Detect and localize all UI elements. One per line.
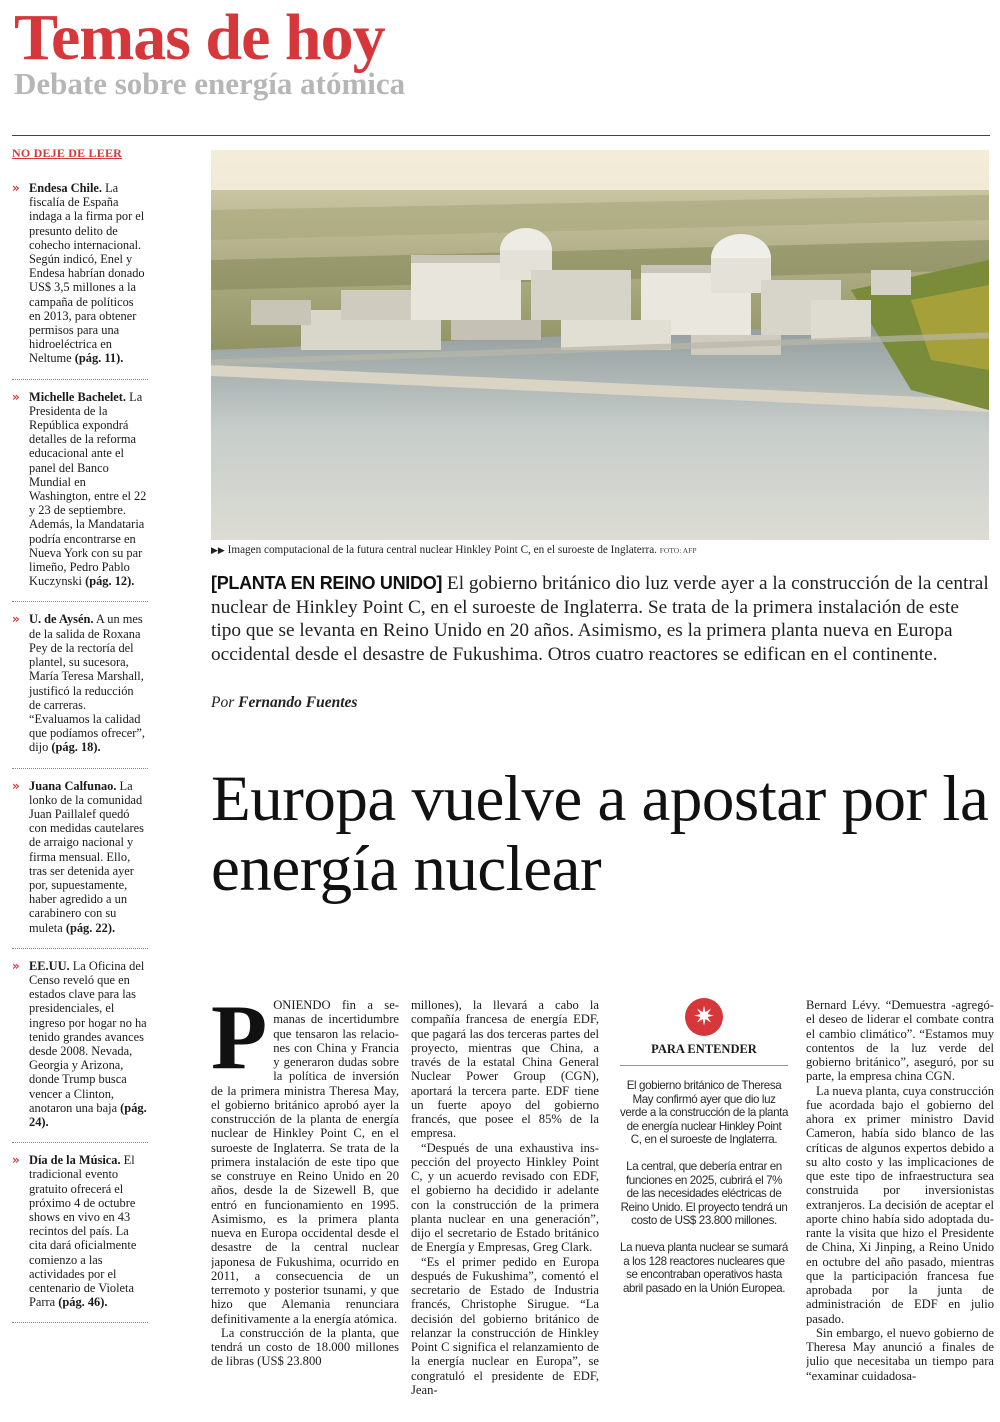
item-text: La Oficina del Censo reveló que en estados clave para las presidenciales, el ingreso por hogar no ha tenido grandes avances desde 2008. Nevada, Georgia y Arizona, donde Trump busca vencer a Clinton, anotaron una baja	[29, 958, 147, 1115]
item-lead: Juana Calfunao.	[29, 778, 117, 793]
explainer-box	[620, 998, 788, 1378]
page-reference: (pág. 11).	[74, 351, 124, 366]
double-chevron-icon: »	[12, 778, 20, 793]
article-column-1	[211, 998, 399, 1410]
must-read-item	[12, 612, 148, 754]
explainer-paragraph: La nueva planta nuclear se sumará a los 128 reactores nucleares que se encontraban operativos hasta abril pasado en la Unión Europea.	[620, 1240, 788, 1295]
item-lead: Michelle Bachelet.	[29, 389, 127, 404]
item-text: A un mes de la salida de Roxana Pey de la rectoría del plantel, su sucesora, María Teresa Marshall, justificó la reducción de carreras. “Evaluamos la calidad que podíamos ofrecer”, dijo	[29, 612, 145, 755]
page-reference: (pág. 18).	[51, 740, 101, 755]
article-paragraph: millones), la llevará a cabo la compañía francesa de energía EDF, que pagará las dos terceras partes del proyecto, mientras que China, a través de la estatal China General Nuclear Power Group (CGN), aportará la tercera parte. EDF tiene un fuerte apoyo del gobierno francés, que posee el 85% de la empresa.	[411, 998, 599, 1141]
compass-rose-icon: ✷	[685, 998, 723, 1036]
article-paragraph: “Es el primer pedido en Europa después de Fukushima”, comentó el secretario de Estado de Industria francés, Christophe Sirugue. “La decisión del gobierno británico de relanzar la construcción de Hinkley Point C significa el relanzamiento de la energía nuclear en Europa”, se congratuló el presidente de EDF, Jean-	[411, 1254, 599, 1397]
article-column-2	[411, 998, 599, 1410]
nuclear-plant-rendering	[211, 150, 989, 540]
article-paragraph: La construcción de la planta, que tendrá un costo de 18.000 millones de libras (US$ 23.800	[211, 1325, 399, 1369]
item-lead: EE.UU.	[29, 958, 70, 973]
byline-author: Fernando Fuentes	[238, 694, 358, 711]
page-reference: (pág. 22).	[65, 920, 116, 935]
section-subtitle: Debate sobre energía atómica	[14, 66, 406, 101]
header-divider	[12, 135, 990, 136]
item-lead: U. de Aysén.	[29, 612, 94, 627]
item-lead: Día de la Música.	[29, 1153, 121, 1168]
must-read-item	[12, 390, 148, 589]
drop-cap: P	[211, 998, 268, 1088]
lead-text: El gobierno británico dio luz verde ayer a la construcción de la central nuclear de Hinkley Point C, en el suroeste de Inglaterra. Se trata de la primera instalación de este tipo que se levanta en Reino Unido en 20 años. Asimismo, es la primera planta nueva en Europa occidental desde el desastre de Fukushima. Otros cuatro reactores se edifican en el continente.	[211, 573, 989, 665]
lead-tag: [PLANTA EN REINO UNIDO]	[211, 573, 443, 593]
must-read-item	[12, 959, 148, 1129]
lead-paragraph	[211, 572, 991, 666]
item-text: La Presidenta de la República expondrá detalles de la reforma educacional ante el panel del Banco Mundial en Washington, entre el 22 y 23 de septiembre. Además, la Mandataria podría encontrarse en Nueva York con su par limeño, Pedro Pablo Kuczynski	[29, 389, 147, 589]
item-text: El tradicional evento gratuito ofrecerá el próximo 4 de octubre shows en vivo en 43 recintos del país. La cita dará oficialmente comienzo a las actividades por el centenario de Violeta Parra	[29, 1153, 137, 1310]
double-triangle-icon: ▶▶	[211, 546, 225, 556]
photo-caption	[211, 544, 989, 556]
article-paragraph: Sin embargo, el nuevo gobierno de Theresa May anunció a finales de julio que necesitaba un tiempo para “examinar cuidadosa-	[806, 1325, 994, 1383]
article-paragraph: ONIENDO fin a semanas de incertidumbre que tensaron las relaciones con China y Francia y generaron dudas sobre la política de inversión de la primera ministra Theresa May, el gobierno británico aprobó ayer la construcción de la planta de energía nuclear de Hinkley Point C, en el suroeste de Inglaterra. Se trata de la primera instalación de este tipo que se construye en Reino Unido en 20 años, desde la de Sizewell B, que entró en funcionamiento en 1995. Asimismo, es la primera planta nueva en Europa occidental desde el desastre de la central nuclear japonesa de Fukushima, ocurrido en 2011, a consecuencia de un terremoto y posterior tsunami, y que hizo que Alemania renunciara definitivamente a la energía atómica.	[211, 998, 399, 1326]
explainer-paragraph: El gobierno británico de Theresa May confirmó ayer que dio luz verde a la construcción de la planta de energía nuclear Hinkley Point C, en el suroeste de Inglaterra.	[620, 1079, 788, 1147]
must-read-item	[12, 181, 148, 366]
article-paragraph: Bernard Lévy. “Demuestra -agregó- el deseo de liderar el combate contra el cambio climático”. “Estamos muy contentos de la luz verde del gobierno británico”, aseguró, por su parte, la empresa china CGN.	[806, 998, 994, 1084]
double-chevron-icon: »	[12, 389, 20, 404]
double-chevron-icon: »	[12, 612, 20, 627]
must-read-sidebar	[12, 146, 148, 1416]
page-reference: (pág. 46).	[58, 1295, 108, 1310]
sidebar-list	[12, 181, 148, 1309]
byline	[211, 694, 357, 712]
double-chevron-icon: »	[12, 958, 20, 973]
sidebar-heading: NO DEJE DE LEER	[12, 146, 123, 160]
hero-photo	[211, 150, 989, 540]
item-lead: Endesa Chile.	[29, 181, 102, 195]
double-chevron-icon: »	[12, 1153, 20, 1168]
double-chevron-icon: »	[12, 181, 20, 195]
must-read-item	[12, 1153, 148, 1309]
caption-text: Imagen computacional de la futura central nuclear Hinkley Point C, en el suroeste de Inglaterra.	[227, 544, 657, 556]
article-paragraph: “Después de una exhaustiva inspección del proyecto Hinkley Point C, y un acuerdo revisado con EDF, el gobierno ha decidido ir adelante con la construcción de la primera planta nuclear en una generación”, dijo el secretario de Estado británico de Energía y Empresas, Greg Clark.	[411, 1140, 599, 1255]
explainer-title: PARA ENTENDER	[620, 1042, 788, 1066]
explainer-paragraph: La central, que debería entrar en funciones en 2025, cubrirá el 7% de las necesidades eléctricas de Reino Unido. El proyecto tendrá un costo de US$ 23.800 millones.	[620, 1159, 788, 1228]
article-paragraph: La nueva planta, cuya construcción fue acordada bajo el gobierno del ahora ex primer ministro David Cameron, había sido blanco de las críticas de algunos expertos debido a su alto costo y las implicaciones de que este tipo de infraestructura sea construida por inversionistas extranjeros. La decisión de aceptar el aporte chino había sido adoptada durante la visita que hizo el Presidente de China, Xi Jinping, a Reino Unido en octubre del año pasado, mientras que la participación francesa fue aprobada por la junta de administración de EDF en julio pasado.	[806, 1083, 994, 1326]
page-reference: (pág. 24).	[29, 1100, 147, 1129]
must-read-item	[12, 779, 148, 935]
photo-credit: FOTO: AFP	[659, 546, 697, 555]
article-column-3	[806, 998, 994, 1410]
item-text: La lonko de la comunidad Juan Paillalef quedó con medidas cautelares de arraigo nacional y firma mensual. Ello, tras ser detenida ayer por, supuestamente, haber agredido a un carabinero con su muleta	[29, 778, 144, 935]
item-text: La fiscalía de España indaga a la firma por el presunto delito de cohecho internacional. Según indicó, Enel y Endesa habrían donado US$ 3,5 millones a la campaña de políticos en 2013, para obtener permisos para una hidroeléctrica en Neltume	[29, 181, 145, 366]
section-title: Temas de hoy	[14, 1, 385, 74]
article-headline: Europa vuelve a apostar por la energía nuclear	[211, 763, 989, 905]
page-reference: (pág. 12).	[85, 574, 135, 589]
byline-prefix: Por	[211, 694, 235, 711]
